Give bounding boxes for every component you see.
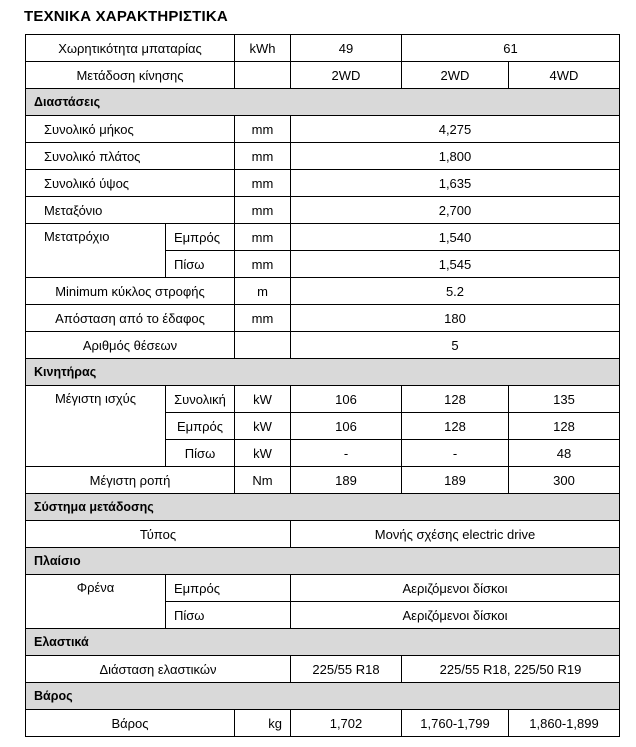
power-front-value-3: 128 [509, 413, 620, 440]
track-front-unit: mm [235, 224, 291, 251]
power-total-unit: kW [235, 386, 291, 413]
track-rear-value: 1,545 [291, 251, 620, 278]
brakes-front-value: Αεριζόμενοι δίσκοι [291, 575, 620, 602]
table-row [26, 197, 620, 224]
tire-size-label: Διάσταση ελαστικών [26, 656, 291, 683]
power-front-value-2: 128 [402, 413, 509, 440]
table-row [26, 143, 620, 170]
drive-value-1: 2WD [291, 62, 402, 89]
length-label: Συνολικό μήκος [26, 116, 235, 143]
wheelbase-unit: mm [235, 197, 291, 224]
length-value: 4,275 [291, 116, 620, 143]
wheelbase-value: 2,700 [291, 197, 620, 224]
width-unit: mm [235, 143, 291, 170]
brakes-label: Φρένα [26, 575, 166, 629]
torque-label: Μέγιστη ροπή [26, 467, 235, 494]
power-rear-value-1: - [291, 440, 402, 467]
section-header: Κινητήρας [26, 359, 620, 386]
power-rear-value-2: - [402, 440, 509, 467]
brakes-front-label: Εμπρός [166, 575, 291, 602]
weight-value-1: 1,702 [291, 710, 402, 737]
table-row [26, 62, 620, 89]
track-rear-unit: mm [235, 251, 291, 278]
transmission-type-label: Τύπος [26, 521, 291, 548]
power-total-label: Συνολική [166, 386, 235, 413]
width-label: Συνολικό πλάτος [26, 143, 235, 170]
drive-value-2: 2WD [402, 62, 509, 89]
tire-size-value-1: 225/55 R18 [291, 656, 402, 683]
weight-label: Βάρος [26, 710, 235, 737]
power-total-value-1: 106 [291, 386, 402, 413]
clearance-unit: mm [235, 305, 291, 332]
track-rear-label: Πίσω [166, 251, 235, 278]
power-front-unit: kW [235, 413, 291, 440]
table-row [26, 575, 620, 602]
weight-value-3: 1,860-1,899 [509, 710, 620, 737]
table-row [26, 467, 620, 494]
spec-table [25, 34, 620, 737]
length-unit: mm [235, 116, 291, 143]
torque-value-3: 300 [509, 467, 620, 494]
weight-unit: kg [235, 710, 291, 737]
seats-label: Αριθμός θέσεων [26, 332, 235, 359]
section-header: Βάρος [26, 683, 620, 710]
page-title: ΤΕΧΝΙΚΑ ΧΑΡΑΚΤΗΡΙΣΤΙΚΑ [24, 8, 228, 25]
drive-value-3: 4WD [509, 62, 620, 89]
seats-value: 5 [291, 332, 620, 359]
table-row [26, 35, 620, 62]
table-row [26, 386, 620, 413]
brakes-rear-value: Αεριζόμενοι δίσκοι [291, 602, 620, 629]
table-row [26, 116, 620, 143]
battery-value-2: 61 [402, 35, 620, 62]
power-front-value-1: 106 [291, 413, 402, 440]
drive-label: Μετάδοση κίνησης [26, 62, 235, 89]
power-rear-label: Πίσω [166, 440, 235, 467]
turning-value: 5.2 [291, 278, 620, 305]
table-row [26, 224, 620, 251]
battery-value-1: 49 [291, 35, 402, 62]
table-row [26, 332, 620, 359]
section-header: Πλαίσιο [26, 548, 620, 575]
tire-size-value-2: 225/55 R18, 225/50 R19 [402, 656, 620, 683]
torque-value-1: 189 [291, 467, 402, 494]
section-dimensions [26, 89, 620, 116]
height-value: 1,635 [291, 170, 620, 197]
table-row [26, 521, 620, 548]
track-front-value: 1,540 [291, 224, 620, 251]
section-chassis [26, 548, 620, 575]
torque-value-2: 189 [402, 467, 509, 494]
brakes-rear-label: Πίσω [166, 602, 291, 629]
power-rear-unit: kW [235, 440, 291, 467]
power-rear-value-3: 48 [509, 440, 620, 467]
table-row [26, 278, 620, 305]
section-tires [26, 629, 620, 656]
power-label: Μέγιστη ισχύς [26, 386, 166, 467]
torque-unit: Nm [235, 467, 291, 494]
turning-label: Minimum κύκλος στροφής [26, 278, 235, 305]
clearance-label: Απόσταση από το έδαφος [26, 305, 235, 332]
width-value: 1,800 [291, 143, 620, 170]
power-front-label: Εμπρός [166, 413, 235, 440]
track-front-label: Εμπρός [166, 224, 235, 251]
wheelbase-label: Μεταξόνιο [26, 197, 235, 224]
weight-value-2: 1,760-1,799 [402, 710, 509, 737]
battery-unit: kWh [235, 35, 291, 62]
section-header: Σύστημα μετάδοσης [26, 494, 620, 521]
height-label: Συνολικό ύψος [26, 170, 235, 197]
track-label: Μετατρόχιο [26, 224, 166, 278]
transmission-type-value: Μονής σχέσης electric drive [291, 521, 620, 548]
table-row [26, 170, 620, 197]
turning-unit: m [235, 278, 291, 305]
battery-label: Χωρητικότητα μπαταρίας [26, 35, 235, 62]
power-total-value-2: 128 [402, 386, 509, 413]
section-header: Ελαστικά [26, 629, 620, 656]
table-row [26, 656, 620, 683]
section-engine [26, 359, 620, 386]
table-row [26, 710, 620, 737]
section-transmission [26, 494, 620, 521]
clearance-value: 180 [291, 305, 620, 332]
height-unit: mm [235, 170, 291, 197]
section-weight [26, 683, 620, 710]
table-row [26, 305, 620, 332]
power-total-value-3: 135 [509, 386, 620, 413]
section-header: Διαστάσεις [26, 89, 620, 116]
